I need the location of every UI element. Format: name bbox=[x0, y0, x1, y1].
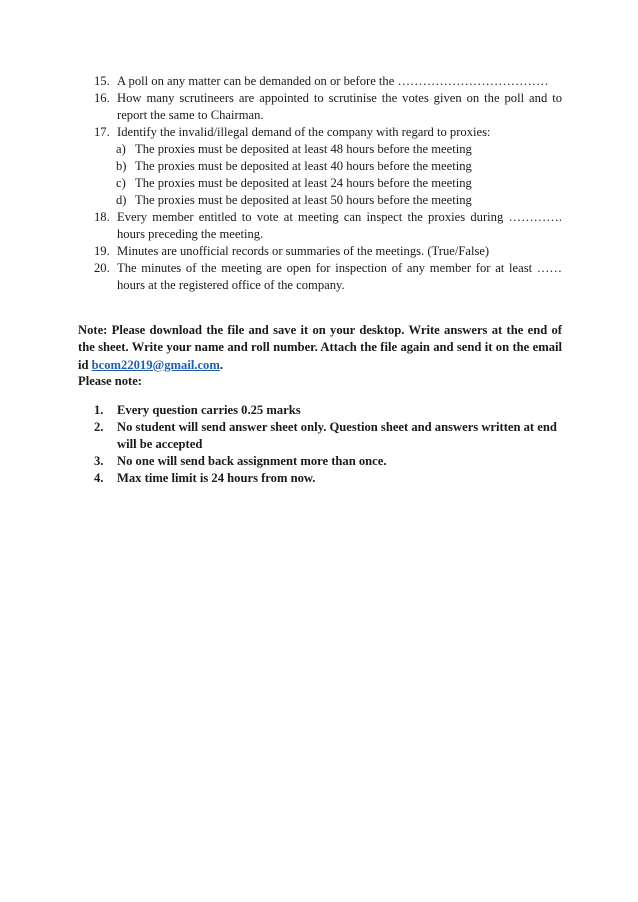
question-number: 20. bbox=[94, 261, 110, 275]
email-link[interactable]: bcom22019@gmail.com bbox=[91, 357, 220, 372]
rule-item bbox=[78, 419, 562, 453]
note-end: . bbox=[219, 357, 224, 372]
rule-item bbox=[78, 470, 562, 487]
question-number: 16. bbox=[94, 91, 110, 105]
rule-item bbox=[78, 453, 562, 470]
rule-item bbox=[78, 402, 562, 419]
option-text: The proxies must be deposited at least 24 hours before the meeting bbox=[135, 176, 472, 190]
question-text: How many scrutineers are appointed to scrutinise the votes given on the poll and to report the same to Chairman. bbox=[117, 91, 562, 122]
question-item bbox=[78, 243, 562, 260]
question-text: Every member entitled to vote at meeting can inspect the proxies during …………. hours preceding the meeting. bbox=[117, 210, 562, 241]
option-letter: d) bbox=[116, 193, 127, 207]
rule-text: No one will send back assignment more than once. bbox=[117, 454, 387, 468]
note-text: Note: Please download the file and save it on your desktop. Write answers at the end of the sheet. Write your name and roll number. Attach the file again and send it on the email id bbox=[78, 322, 562, 372]
question-number: 19. bbox=[94, 244, 110, 258]
question-number: 17. bbox=[94, 125, 110, 139]
question-list bbox=[78, 73, 562, 294]
question-item bbox=[78, 124, 562, 209]
option-item bbox=[78, 175, 562, 192]
rule-number: 4. bbox=[94, 471, 104, 485]
rule-text: Max time limit is 24 hours from now. bbox=[117, 471, 316, 485]
question-item bbox=[78, 90, 562, 124]
option-letter: b) bbox=[116, 159, 127, 173]
question-text: Identify the invalid/illegal demand of the company with regard to proxies: bbox=[117, 125, 491, 139]
rules-list bbox=[78, 402, 562, 487]
option-text: The proxies must be deposited at least 40 hours before the meeting bbox=[135, 159, 472, 173]
please-note-heading: Please note: bbox=[78, 374, 142, 388]
question-item bbox=[78, 209, 562, 243]
question-text: Minutes are unofficial records or summaries of the meetings. (True/False) bbox=[117, 244, 490, 258]
question-item bbox=[78, 260, 562, 294]
option-text: The proxies must be deposited at least 48 hours before the meeting bbox=[135, 142, 472, 156]
question-item bbox=[78, 73, 562, 90]
option-letter: a) bbox=[116, 142, 126, 156]
option-item bbox=[78, 158, 562, 175]
rule-number: 3. bbox=[94, 454, 104, 468]
rule-text: Every question carries 0.25 marks bbox=[117, 403, 301, 417]
submission-note bbox=[78, 322, 562, 375]
question-text: A poll on any matter can be demanded on or before the ……………………………… bbox=[117, 74, 549, 88]
rule-text: No student will send answer sheet only. Question sheet and answers written at end will be accepted bbox=[117, 420, 557, 451]
option-item bbox=[78, 141, 562, 158]
question-number: 15. bbox=[94, 74, 110, 88]
option-text: The proxies must be deposited at least 50 hours before the meeting bbox=[135, 193, 472, 207]
option-item bbox=[78, 192, 562, 209]
question-text: The minutes of the meeting are open for inspection of any member for at least …… hours at the registered office of the company. bbox=[117, 261, 562, 292]
option-letter: c) bbox=[116, 176, 126, 190]
rule-number: 2. bbox=[94, 420, 104, 434]
option-list bbox=[117, 141, 562, 209]
rule-number: 1. bbox=[94, 403, 104, 417]
question-number: 18. bbox=[94, 210, 110, 224]
